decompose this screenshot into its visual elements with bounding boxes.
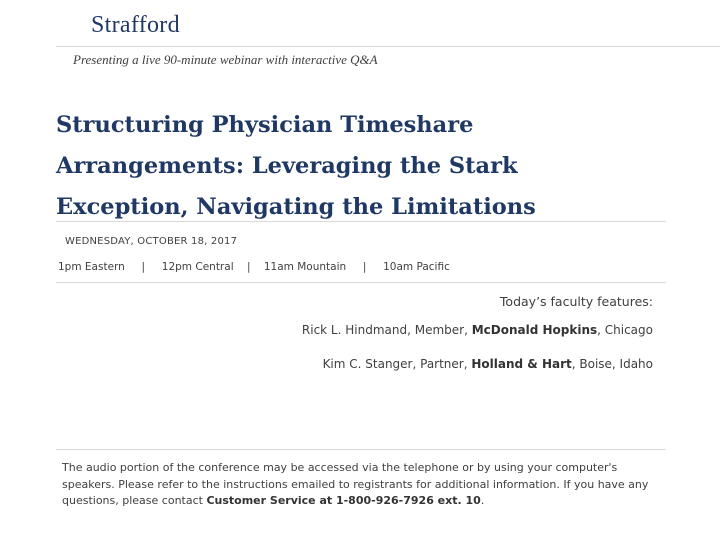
time-separator: |	[362, 261, 367, 273]
webinar-times	[58, 261, 450, 273]
footer-divider	[56, 449, 666, 450]
time-mountain: 11am Mountain	[263, 261, 347, 273]
faculty-member-1	[302, 323, 653, 337]
footer-end: .	[480, 494, 485, 507]
header-divider	[56, 46, 720, 47]
faculty-member-2	[323, 357, 653, 371]
webinar-date: WEDNESDAY, OCTOBER 18, 2017	[65, 236, 238, 247]
title-line-1: Structuring Physician Timeshare	[56, 112, 474, 138]
faculty-location: , Chicago	[597, 323, 653, 337]
customer-service-contact: Customer Service at 1-800-926-7926 ext. 10	[206, 494, 481, 507]
title-line-3: Exception, Navigating the Limitations	[56, 194, 536, 220]
times-divider	[56, 282, 666, 283]
strafford-logo: Strafford	[91, 12, 180, 38]
time-separator: |	[141, 261, 146, 273]
faculty-firm: McDonald Hopkins	[471, 323, 598, 337]
time-pacific: 10am Pacific	[383, 261, 450, 273]
tagline: Presenting a live 90-minute webinar with interactive Q&A	[73, 52, 378, 67]
title-divider	[56, 221, 666, 222]
faculty-name-title: Kim C. Stanger, Partner,	[322, 357, 472, 371]
faculty-heading: Today’s faculty features:	[499, 294, 653, 309]
time-separator: |	[246, 261, 251, 273]
faculty-firm: Holland & Hart	[471, 357, 572, 371]
footer-text: The audio portion of the conference may be accessed via the telephone or by using your computer's speakers. Please refer to the instructions emailed to registrants for additional information. If you have any questions, please contact	[62, 461, 649, 507]
audio-instructions	[62, 460, 662, 510]
time-central: 12pm Central	[161, 261, 234, 273]
title-line-2: Arrangements: Leveraging the Stark	[56, 153, 518, 179]
time-eastern: 1pm Eastern	[58, 261, 125, 273]
faculty-name-title: Rick L. Hindmand, Member,	[301, 323, 472, 337]
faculty-location: , Boise, Idaho	[571, 357, 653, 371]
webinar-title	[56, 105, 616, 228]
